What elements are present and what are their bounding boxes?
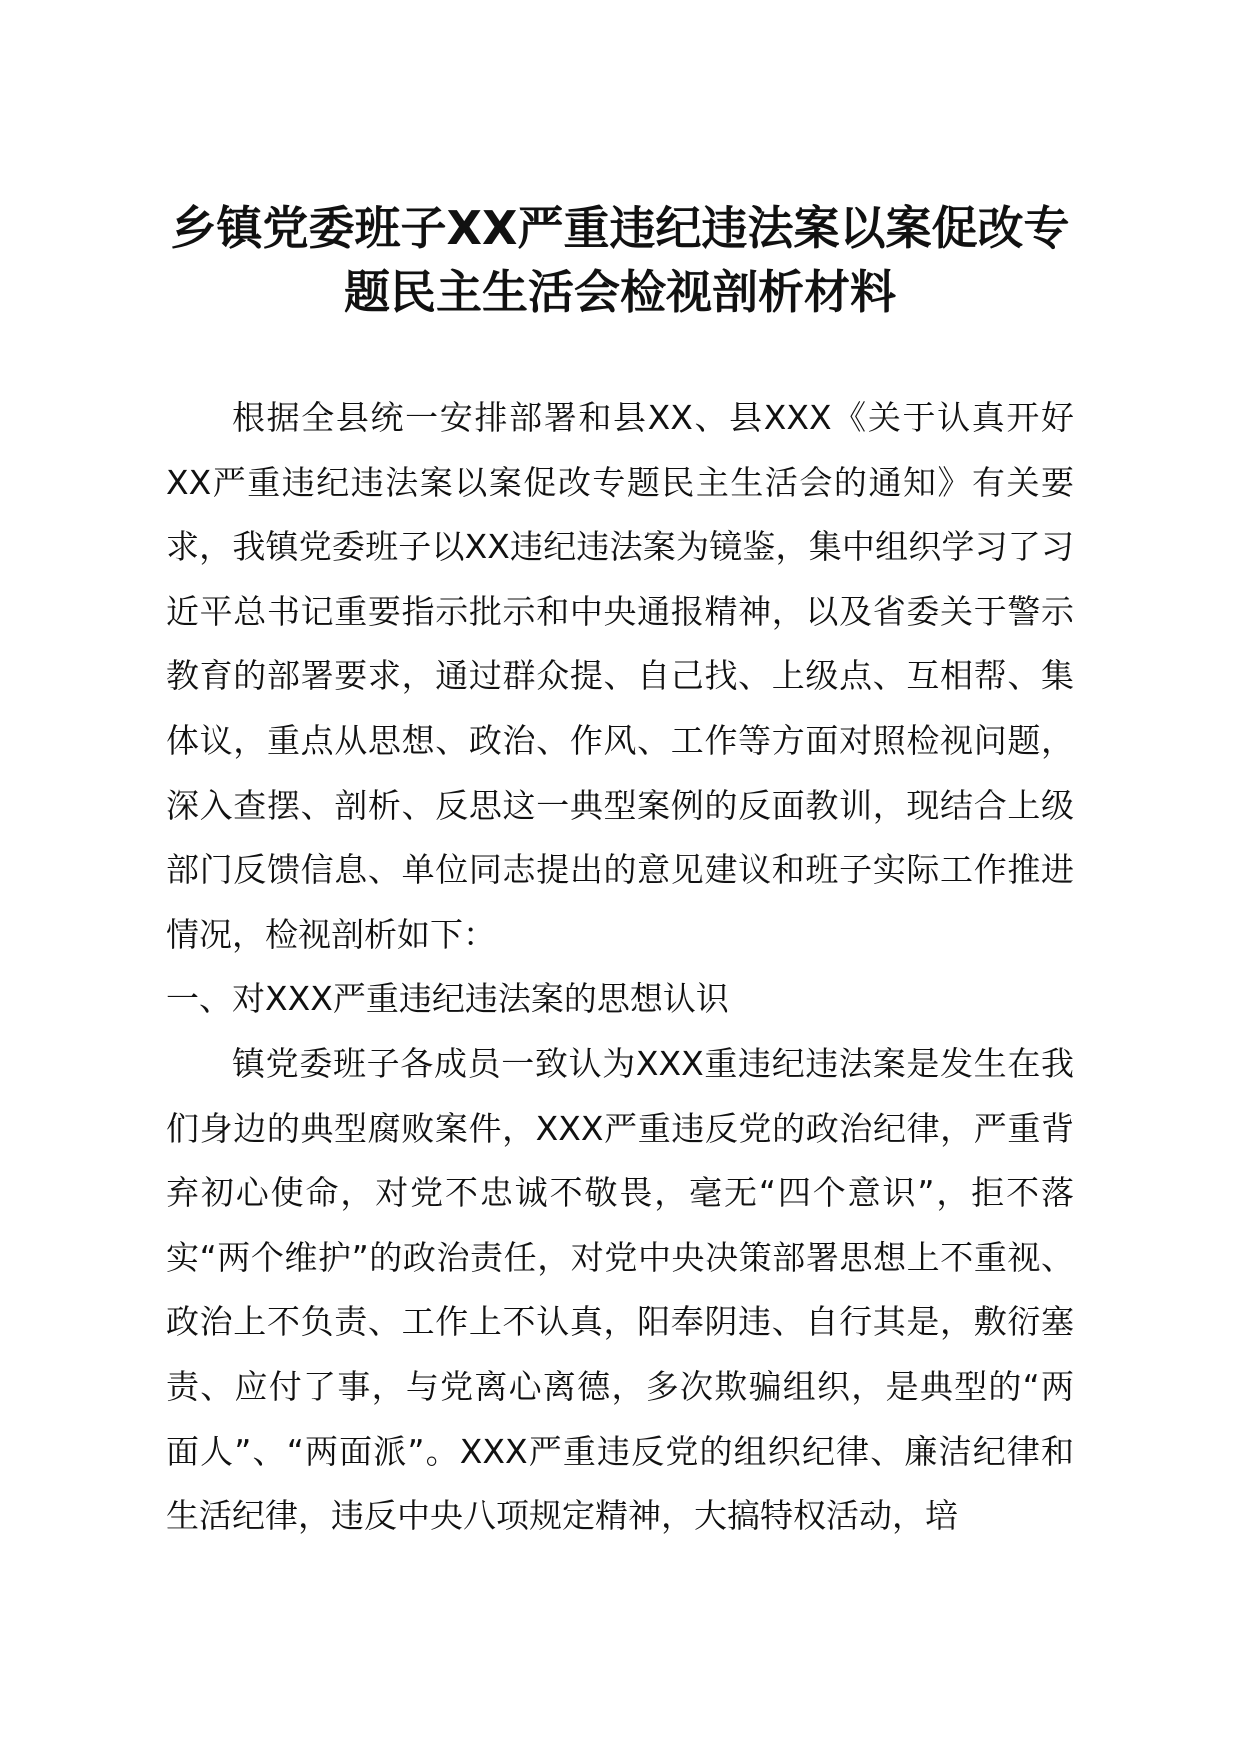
section-heading: 一、对XXX严重违纪违法案的思想认识 [166, 979, 729, 1019]
document-title [150, 196, 1090, 324]
intro-paragraph: 根据全县统一安排部署和县XX、县XXX《关于认真开好XX严重违纪违法案以案促改专题民主生活会的通知》有关要求，我镇党委班子以XX违纪违法案为镜鉴，集中组织学习了习近平总书记重要指示批示和中央通报精神，以及省委关于警示教育的部署要求，通过群众提、自己找、上级点、互相帮、集体议，重点从思想、政治、作风、工作等方面对照检视问题，深入查摆、剖析、反思这一典型案例的反面教训，现结合上级部门反馈信息、单位同志提出的意见建议和班子实际工作推进情况，检视剖析如下： [166, 398, 1074, 954]
document-body [166, 386, 1074, 1549]
title-line-2: 题民主生活会检视剖析材料 [344, 265, 896, 319]
body-paragraph: 镇党委班子各成员一致认为XXX重违纪违法案是发生在我们身边的典型腐败案件，XXX严重违反党的政治纪律，严重背弃初心使命，对党不忠诚不敬畏，毫无“四个意识”，拒不落实“两个维护”的政治责任，对党中央决策部署思想上不重视、政治上不负责、工作上不认真，阳奉阴违、自行其是，敷衍塞责、应付了事，与党离心离德，多次欺骗组织，是典型的“两面人”、“两面派”。XXX严重违反党的组织纪律、廉洁纪律和生活纪律，违反中央八项规定精神，大搞特权活动，培 [166, 1043, 1074, 1536]
title-line-1: 乡镇党委班子XX严重违纪违法案以案促改专 [170, 201, 1070, 255]
